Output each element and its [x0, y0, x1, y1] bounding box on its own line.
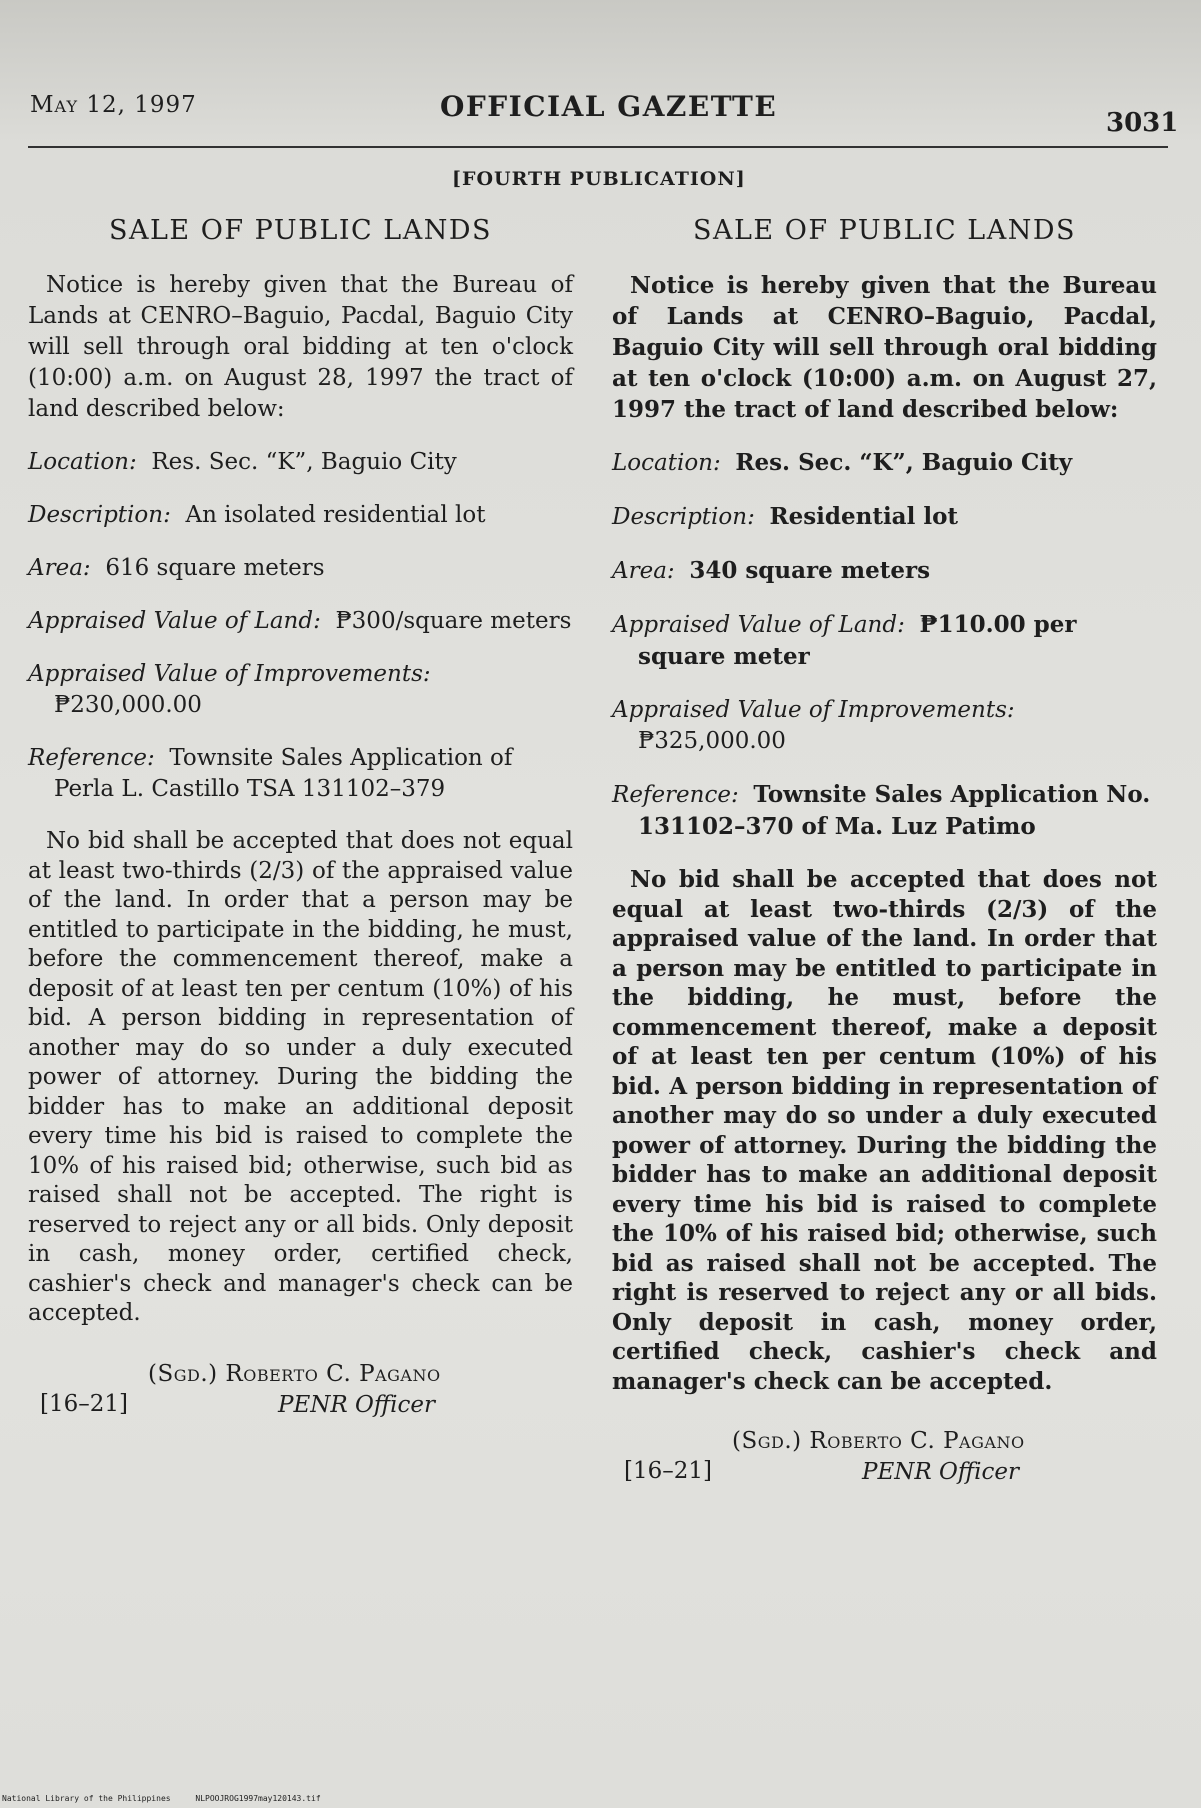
reference-field: [28, 743, 573, 805]
publication-code: [16–21]: [40, 1390, 128, 1417]
signatory-office: PENR Officer: [278, 1391, 436, 1418]
reference-field: [612, 779, 1157, 843]
location-field: [612, 447, 1157, 479]
area-label: Area:: [612, 558, 675, 584]
location-value: Res. Sec. “K”, Baguio City: [151, 449, 457, 475]
notice-intro: Notice is hereby given that the Bureau of Lands at CENRO–Baguio, Pacdal, Baguio City will sell through oral bidding at ten o'clock (10:00) a.m. on August 28, 1997 the tract of land described below:: [28, 272, 573, 422]
reference-label: Reference:: [612, 782, 739, 808]
improvements-field: [612, 695, 1157, 757]
improvements-label: Appraised Value of Improvements:: [28, 661, 431, 687]
signatory-name: (Sgd.) Roberto C. Pagano: [148, 1360, 441, 1387]
land-value: ₱110.00 per square meter: [638, 611, 1077, 670]
notice-left: [28, 215, 573, 1439]
publication-title: OFFICIAL GAZETTE: [440, 90, 778, 123]
reference-label: Reference:: [28, 745, 155, 771]
location-value: Res. Sec. “K”, Baguio City: [735, 449, 1073, 476]
notice-title: SALE OF PUBLIC LANDS: [693, 215, 1076, 246]
header-rule: [28, 146, 1168, 148]
area-field: [612, 555, 1157, 587]
land-value-label: Appraised Value of Land:: [612, 612, 905, 638]
publication-tag: [FOURTH PUBLICATION]: [452, 168, 746, 190]
area-field: [28, 553, 573, 584]
location-field: [28, 447, 573, 478]
improvements-field: [28, 659, 573, 721]
description-field: [28, 500, 573, 531]
improvements-value: ₱230,000.00: [54, 692, 202, 718]
notice-body: No bid shall be accepted that does not equal at least two-thirds (2/3) of the appraised value of the land. In order that a person may be entitled to participate in the bidding, he must, before the commencement thereof, make a deposit of at least ten per centum (10%) of his bid. A person bidding in representation of another may do so under a duly executed power of attorney. During the bidding the bidder has to make an additional deposit every time his bid is raised to complete the 10% of his raised bid; otherwise, such bid as raised shall not be accepted. The right is reserved to reject any or all bids. Only deposit in cash, money order, certified check, cashier's check and manager's check can be accepted.: [612, 866, 1157, 1395]
area-value: 340 square meters: [689, 557, 931, 584]
page-number: 3031: [1106, 108, 1179, 138]
notice-title: SALE OF PUBLIC LANDS: [109, 215, 492, 246]
location-label: Location:: [612, 450, 721, 476]
location-label: Location:: [28, 449, 137, 475]
signature-block: [612, 1426, 1157, 1506]
improvements-value: ₱325,000.00: [638, 728, 786, 754]
signatory-name: (Sgd.) Roberto C. Pagano: [732, 1428, 1025, 1454]
area-value: 616 square meters: [105, 555, 325, 581]
reference-value: Townsite Sales Application No. 131102–370 of Ma. Luz Patimo: [638, 781, 1151, 840]
reference-value: Townsite Sales Application of Perla L. Castillo TSA 131102–379: [54, 745, 513, 802]
area-label: Area:: [28, 555, 91, 581]
description-value: Residential lot: [769, 503, 959, 530]
description-label: Description:: [28, 502, 171, 528]
description-label: Description:: [612, 504, 755, 530]
library-credit: National Library of the Philippines: [2, 1794, 171, 1803]
scan-filename: NLPOOJROG1997may120143.tif: [195, 1794, 321, 1803]
land-value-field: [28, 606, 573, 637]
land-value-field: [612, 609, 1157, 673]
signatory-office: PENR Officer: [862, 1459, 1020, 1485]
signature-block: [28, 1359, 573, 1439]
notice-intro: Notice is hereby given that the Bureau of Lands at CENRO–Baguio, Pacdal, Baguio City will sell through oral bidding at ten o'clock (10:00) a.m. on August 27, 1997 the tract of land described below:: [612, 272, 1157, 423]
land-value-label: Appraised Value of Land:: [28, 608, 321, 634]
description-field: [612, 501, 1157, 533]
publication-code: [16–21]: [624, 1458, 712, 1484]
description-value: An isolated residential lot: [185, 502, 486, 528]
improvements-label: Appraised Value of Improvements:: [612, 697, 1015, 723]
scan-footer: [2, 1794, 341, 1803]
issue-date: May 12, 1997: [30, 92, 197, 118]
notice-body: No bid shall be accepted that does not equal at least two-thirds (2/3) of the appraised value of the land. In order that a person may be entitled to participate in the bidding, he must, before the commencement thereof, make a deposit of at least ten per centum (10%) of his bid. A person bidding in representation of another may do so under a duly executed power of attorney. During the bidding the bidder has to make an additional deposit every time his bid is raised to complete the 10% of his raised bid; otherwise, such bid as raised shall not be accepted. The right is reserved to reject any or all bids. Only deposit in cash, money order, certified check, cashier's check and manager's check can be accepted.: [28, 828, 573, 1326]
land-value: ₱300/square meters: [335, 608, 572, 634]
notice-right: [612, 215, 1157, 1506]
